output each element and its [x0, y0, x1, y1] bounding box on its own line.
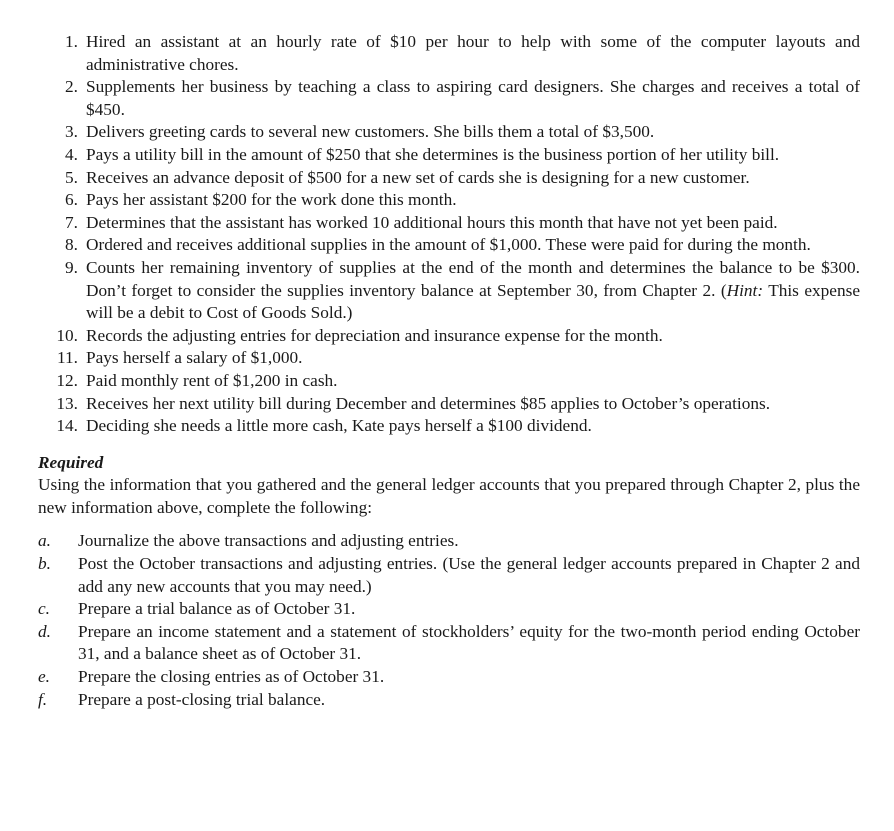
task-text: Prepare an income statement and a statement of stockholders’ equity for the two-month period ending October 31, and a balance sheet as of October 31.	[78, 621, 860, 664]
task-text: Prepare the closing entries as of October 31.	[78, 667, 385, 687]
task-item	[38, 621, 860, 666]
item-text: Pays herself a salary of $1,000.	[86, 348, 303, 368]
list-item	[38, 257, 860, 325]
item-text	[78, 257, 860, 325]
list-item	[38, 347, 860, 370]
item-text-before-hint: Counts her remaining inventory of supplies at the end of the month and determines the balance to be $300. Don’t forget to consider the supplies inventory balance at September 30, from Chapter 2. (	[86, 257, 860, 300]
list-item	[38, 167, 860, 190]
item-number: 1.	[65, 32, 78, 51]
task-letter: e.	[38, 667, 50, 687]
list-item	[38, 189, 860, 212]
item-text: Receives an advance deposit of $500 for a new set of cards she is designing for a new customer.	[86, 167, 750, 187]
list-item	[38, 393, 860, 416]
item-text: Pays her assistant $200 for the work done this month.	[86, 190, 457, 210]
task-item	[38, 689, 860, 712]
hint-label: Hint:	[726, 280, 764, 300]
item-text: Pays a utility bill in the amount of $250 that she determines is the business portion of her utility bill.	[86, 144, 780, 164]
item-text-after-hint: This expense will be a debit to Cost of Goods Sold.)	[86, 280, 860, 323]
item-text: Hired an assistant at an hourly rate of $10 per hour to help with some of the computer layouts and administrative chores.	[86, 32, 860, 74]
task-item	[38, 530, 860, 553]
item-number: 2.	[65, 77, 78, 97]
transaction-list	[38, 31, 860, 438]
item-text: Determines that the assistant has worked 10 additional hours this month that have not yet been paid.	[86, 212, 778, 232]
list-item	[38, 370, 860, 393]
task-item	[38, 553, 860, 598]
list-item	[38, 415, 860, 438]
item-number: 14.	[56, 416, 78, 436]
item-number: 5.	[65, 167, 78, 187]
item-number: 10.	[56, 325, 78, 345]
list-item	[38, 325, 860, 348]
item-text: Receives her next utility bill during December and determines $85 applies to October’s operations.	[86, 393, 771, 413]
list-item	[38, 212, 860, 235]
item-text: Deciding she needs a little more cash, Kate pays herself a $100 dividend.	[86, 416, 592, 436]
item-number: 11.	[57, 348, 78, 368]
task-letter: a.	[38, 531, 51, 551]
item-text: Ordered and receives additional supplies in the amount of $1,000. These were paid for during the month.	[86, 235, 811, 255]
task-item	[38, 598, 860, 621]
item-number: 3.	[65, 122, 78, 142]
task-letter: c.	[38, 599, 50, 619]
task-item	[38, 666, 860, 689]
required-heading: Required	[38, 452, 104, 472]
list-item	[38, 144, 860, 167]
task-letter: f.	[38, 689, 48, 709]
task-letter: b.	[38, 554, 51, 574]
list-item	[38, 234, 860, 257]
item-number: 7.	[65, 212, 78, 232]
task-text: Prepare a trial balance as of October 31.	[78, 599, 356, 619]
task-list	[38, 530, 860, 711]
item-number: 4.	[65, 144, 78, 164]
item-number: 9.	[65, 257, 78, 277]
item-text: Delivers greeting cards to several new customers. She bills them a total of $3,500.	[86, 122, 655, 142]
list-item	[38, 31, 860, 76]
item-text: Supplements her business by teaching a class to aspiring card designers. She charges and receives a total of $450.	[86, 77, 860, 119]
item-number: 12.	[56, 370, 78, 390]
list-item	[38, 121, 860, 144]
task-letter: d.	[38, 621, 51, 641]
item-number: 6.	[65, 190, 78, 210]
item-text: Records the adjusting entries for depreciation and insurance expense for the month.	[86, 325, 663, 345]
item-text: Paid monthly rent of $1,200 in cash.	[86, 370, 338, 390]
item-number: 13.	[56, 393, 78, 413]
task-text: Prepare a post-closing trial balance.	[78, 689, 326, 709]
task-text: Journalize the above transactions and adjusting entries.	[78, 531, 459, 551]
list-item	[38, 76, 860, 121]
item-number: 8.	[65, 235, 78, 255]
task-text: Post the October transactions and adjusting entries. (Use the general ledger accounts prepared in Chapter 2 and add any new accounts that you may need.)	[78, 554, 860, 596]
required-intro: Using the information that you gathered and the general ledger accounts that you prepared through Chapter 2, plus the new information above, complete the following:	[38, 475, 860, 517]
